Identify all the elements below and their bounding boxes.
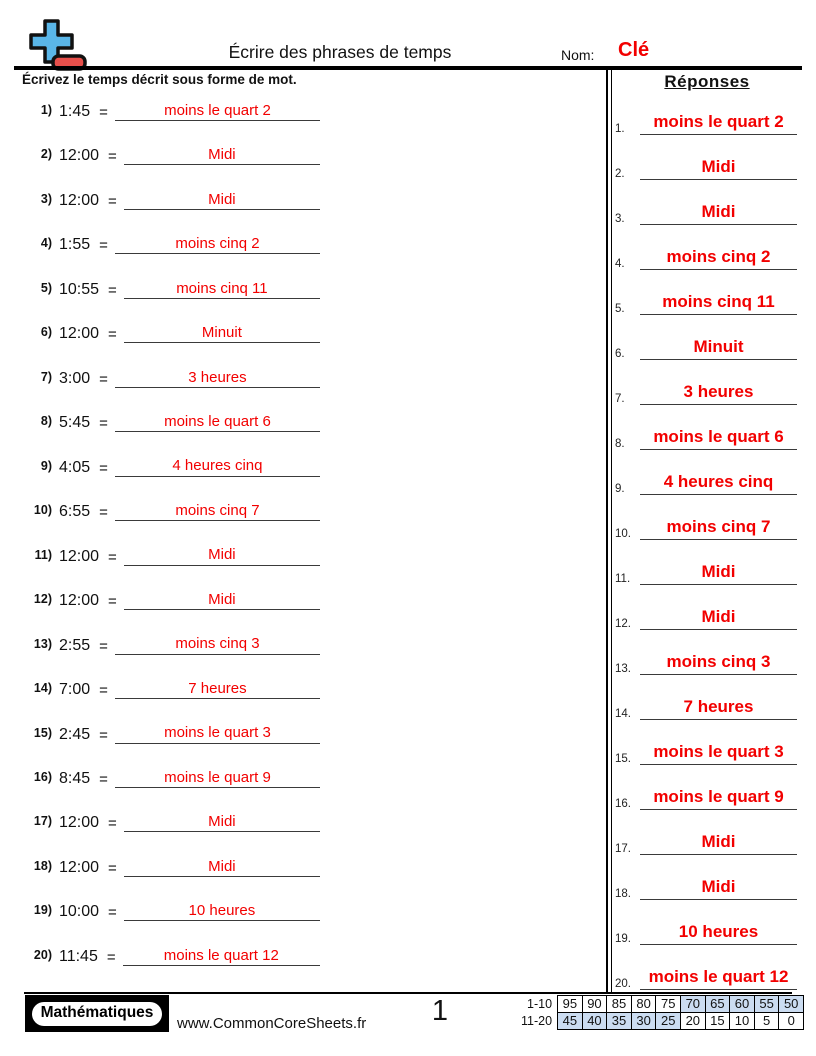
equals-sign: = [108,192,117,210]
problem-row [22,754,320,798]
problem-time: 10:55 [59,280,100,298]
page-number: 1 [431,995,449,1027]
response-row [612,370,800,415]
response-blank [640,653,797,675]
page-title: Écrire des phrases de temps [228,42,452,62]
equals-sign: = [108,148,117,166]
problem-time: 12:00 [59,858,100,876]
problem-time: 1:55 [59,236,91,254]
problem-number: 5) [40,280,52,295]
problem-time: 2:55 [59,636,91,654]
score-cell: 50 [779,996,804,1013]
answer-blank [124,191,320,210]
score-cell: 80 [631,996,656,1013]
response-number: 8. [615,438,625,450]
response-blank [640,428,797,450]
response-answer: Midi [701,562,736,582]
footer-divider [24,992,792,994]
response-answer: 3 heures [683,382,754,402]
score-cell: 85 [607,996,632,1013]
response-answer: 10 heures [678,922,759,942]
score-cell: 30 [631,1012,656,1029]
problem-row [22,576,320,620]
problem-number: 19) [33,903,52,918]
score-cell: 95 [558,996,583,1013]
score-cell: 15 [705,1012,730,1029]
response-row [612,235,800,280]
instruction-text: Écrivez le temps décrit sous forme de mot. [22,72,297,87]
response-blank [640,878,797,900]
response-answer: Midi [701,607,736,627]
problem-row [22,531,320,575]
answer-text: moins le quart 9 [164,768,271,786]
equals-sign: = [99,237,108,255]
response-number: 6. [615,348,625,360]
header-divider [14,66,802,70]
response-blank [640,743,797,765]
name-value-key: Clé [618,39,650,61]
response-number: 9. [615,483,625,495]
subject-badge-label: Mathématiques [32,1002,163,1026]
problem-row [22,175,320,219]
problem-number: 3) [40,191,52,206]
answer-blank [115,413,320,432]
website-url: www.CommonCoreSheets.fr [177,1015,367,1032]
response-row [612,820,800,865]
problem-time: 4:05 [59,458,91,476]
problem-row [22,353,320,397]
response-answer: moins le quart 6 [653,427,784,447]
response-row [612,730,800,775]
score-range-label: 11-20 [521,1013,553,1028]
problem-row [22,887,320,931]
equals-sign: = [99,771,108,788]
subject-badge [25,995,169,1032]
response-blank [640,248,797,270]
response-answer: 4 heures cinq [663,472,774,492]
equals-sign: = [99,682,108,700]
answer-blank [115,235,320,254]
response-blank [640,788,797,810]
problem-number: 4) [40,236,52,251]
answers-column-title: Réponses [664,72,750,91]
response-row [612,325,800,370]
response-number: 15. [615,753,631,765]
problem-time: 7:00 [59,681,91,699]
response-blank [640,338,797,360]
answer-blank [115,457,320,476]
answer-text: 3 heures [188,368,247,386]
answer-text: moins le quart 2 [164,101,271,119]
problem-time: 12:00 [59,325,100,343]
problem-row [22,131,320,175]
answer-blank [123,947,320,966]
score-cell: 40 [582,1012,607,1029]
response-number: 18. [615,888,631,900]
equals-sign: = [108,281,117,299]
column-separator-line [606,69,608,992]
problem-number: 18) [33,858,52,873]
problem-time: 12:00 [59,147,100,165]
answer-text: 10 heures [188,902,256,920]
answer-blank [124,146,320,165]
score-cell: 35 [607,1012,632,1029]
problem-number: 15) [33,725,52,740]
response-answer: moins le quart 2 [653,112,784,132]
response-row [612,190,800,235]
response-answer: moins le quart 3 [653,742,784,762]
answer-blank [124,324,320,343]
problem-time: 6:55 [59,503,91,521]
response-answer: moins le quart 12 [648,967,789,987]
problem-number: 11) [34,547,52,562]
score-cell: 20 [681,1012,706,1029]
response-row [612,910,800,955]
equals-sign: = [99,415,108,433]
problem-row [22,87,320,131]
response-row [612,775,800,820]
response-answer: moins cinq 11 [662,292,775,312]
problem-row [22,309,320,353]
problem-row [22,931,320,975]
equals-sign: = [108,326,117,344]
problem-time: 12:00 [59,592,100,610]
problem-row [22,665,320,709]
answer-blank [115,680,320,699]
answer-blank [115,369,320,388]
problem-time: 2:45 [59,725,91,743]
answer-text: Midi [208,146,236,164]
problem-row [22,842,320,886]
answer-text: moins le quart 3 [164,724,271,742]
response-row [612,685,800,730]
problem-row [22,264,320,308]
problem-number: 14) [33,681,52,696]
equals-sign: = [99,103,108,121]
problem-number: 10) [33,503,52,518]
response-number: 2. [615,168,625,180]
equals-sign: = [108,593,117,611]
problem-row [22,620,320,664]
response-blank [640,473,797,495]
problem-number: 16) [33,770,52,784]
answer-text: moins le quart 12 [163,946,279,964]
answer-blank [124,280,320,299]
response-number: 14. [615,708,631,720]
problem-time: 1:45 [59,102,91,120]
answer-blank [115,102,320,121]
response-row [612,505,800,550]
response-number: 12. [615,618,631,630]
problem-time: 8:45 [59,770,91,787]
response-row [612,865,800,910]
score-cell: 55 [754,996,779,1013]
problem-row [22,398,320,442]
problem-number: 13) [33,636,52,651]
problem-time: 10:00 [59,903,100,921]
response-answer: Midi [701,832,736,852]
response-answer: 7 heures [683,697,754,717]
score-table [521,995,804,1030]
score-cell: 0 [779,1012,804,1029]
response-row [612,640,800,685]
problem-row [22,220,320,264]
problem-time: 3:00 [59,369,91,387]
problem-number: 9) [40,458,52,473]
equals-sign: = [108,548,117,566]
response-answer: moins cinq 3 [666,652,771,672]
response-number: 10. [615,528,631,540]
answer-blank [124,813,320,832]
response-number: 7. [615,393,625,405]
response-answer: moins cinq 7 [666,517,771,537]
answer-text: 4 heures cinq [172,457,263,475]
answer-blank [124,591,320,610]
response-blank [640,518,797,540]
response-number: 17. [615,843,631,855]
problem-number: 2) [40,147,52,162]
response-blank [640,923,797,945]
answer-text: moins cinq 11 [176,279,268,297]
responses-list [612,100,800,1000]
equals-sign: = [99,726,108,744]
response-row [612,100,800,145]
response-number: 5. [615,303,625,315]
problem-number: 17) [33,814,52,829]
response-number: 11. [615,573,631,585]
score-cell: 5 [754,1012,779,1029]
equals-sign: = [108,904,117,922]
response-blank [640,563,797,585]
response-number: 1. [615,123,625,135]
answer-text: moins cinq 7 [175,501,260,519]
problem-number: 20) [33,947,52,962]
answer-text: Midi [208,857,236,875]
response-blank [640,113,797,135]
equals-sign: = [106,948,116,966]
response-row [612,550,800,595]
score-cell: 45 [558,1012,583,1029]
problem-time: 5:45 [59,414,91,432]
answer-blank [115,724,320,743]
response-row [612,145,800,190]
response-blank [640,203,797,225]
answer-text: Midi [208,190,236,208]
equals-sign: = [99,637,108,655]
answer-text: moins cinq 2 [175,235,260,253]
response-number: 13. [615,663,631,675]
equals-sign: = [99,370,108,388]
problem-time: 12:00 [59,814,100,832]
response-blank [640,833,797,855]
problem-number: 8) [40,414,52,429]
problem-number: 12) [33,592,52,607]
problem-number: 7) [40,369,52,384]
problem-time: 12:00 [59,191,100,209]
equals-sign: = [108,859,117,877]
problem-row [22,798,320,842]
problem-time: 11:45 [59,947,98,965]
response-answer: Midi [701,157,736,177]
score-table-row [521,1012,803,1029]
problem-row [22,442,320,486]
problem-time: 12:00 [59,547,100,565]
response-answer: Minuit [693,337,744,357]
problems-list [22,87,320,976]
answer-text: 7 heures [188,679,247,697]
problem-number: 6) [40,325,52,340]
answer-blank [124,858,320,877]
response-answer: moins le quart 9 [653,787,784,807]
answer-blank [115,769,320,788]
score-cell: 75 [656,996,681,1013]
equals-sign: = [99,459,108,477]
answer-text: moins cinq 3 [175,635,260,653]
problem-row [22,487,320,531]
response-blank [640,293,797,315]
response-blank [640,608,797,630]
score-cell: 60 [730,996,755,1013]
response-number: 16. [615,798,631,810]
answer-text: Midi [208,813,236,831]
answer-blank [124,902,320,921]
answer-blank [115,635,320,654]
answer-blank [115,502,320,521]
response-number: 4. [615,258,625,270]
response-number: 3. [615,213,625,225]
response-blank [640,698,797,720]
response-blank [640,383,797,405]
score-cell: 25 [656,1012,681,1029]
response-blank [640,158,797,180]
response-row [612,280,800,325]
equals-sign: = [108,815,117,833]
response-answer: Midi [701,202,736,222]
score-cell: 65 [705,996,730,1013]
problem-number: 1) [40,102,52,117]
answer-blank [124,546,320,565]
response-answer: Midi [701,877,736,897]
score-cell: 70 [681,996,706,1013]
response-number: 20. [615,978,631,990]
problem-row [22,709,320,753]
score-table-body [521,996,803,1030]
response-blank [640,968,797,990]
name-label: Nom: [561,47,595,63]
answer-text: Midi [208,546,236,564]
response-row [612,595,800,640]
response-answer: moins cinq 2 [666,247,771,267]
score-table-row [521,996,803,1013]
answer-text: Minuit [201,324,242,342]
score-range-label: 1-10 [527,996,553,1011]
response-row [612,460,800,505]
answer-text: moins le quart 6 [164,413,271,430]
response-number: 19. [615,933,631,945]
score-cell: 10 [730,1012,755,1029]
equals-sign: = [99,504,108,522]
answer-text: Midi [208,590,236,608]
score-cell: 90 [582,996,607,1013]
response-row [612,415,800,460]
